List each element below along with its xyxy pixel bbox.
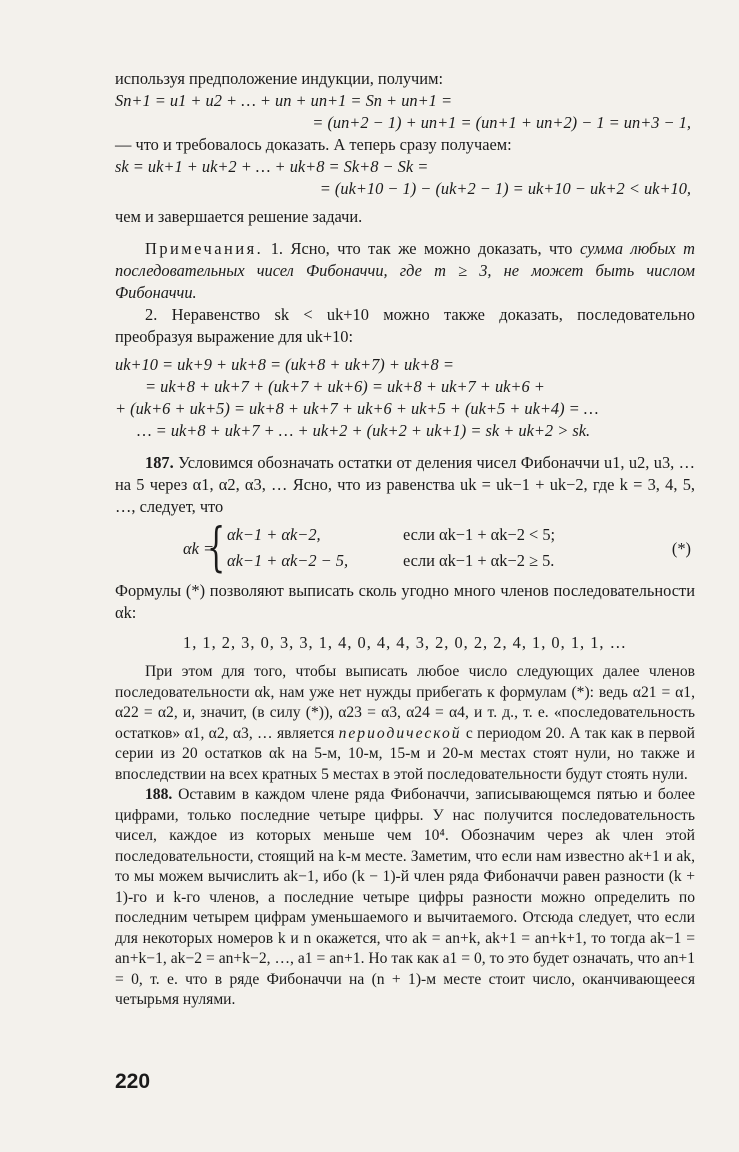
equation-3-line-2: = uk+8 + uk+7 + (uk+7 + uk+6) = uk+8 + uk+7 + uk+6 +: [145, 377, 545, 396]
period-spaced-word: периодической: [338, 724, 462, 742]
notes-heading: Примечания.: [145, 239, 264, 258]
intro-text: используя предположение индукции, получим:: [115, 69, 444, 88]
equation-1-line-2: = (un+2 − 1) + un+1 = (un+1 + un+2) − 1 = un+3 − 1,: [312, 113, 691, 132]
cases-formula: [115, 518, 695, 578]
page-number: 220: [115, 1070, 151, 1093]
formula-tag: (*): [671, 539, 691, 558]
problem-187: [115, 452, 695, 518]
period-paragraph: [115, 662, 695, 785]
left-brace: {: [207, 518, 226, 578]
period-text-b: с периодом 20. А так как в первой серии из 20 остатков αk на 5-м, 10-м, 15-м и 20-м местах стоят нули, но также и впоследствии на всех кратных 5 местах в этой последовательности будут стоять нули.: [115, 724, 696, 783]
case-1-expression: αk−1 + αk−2,: [227, 525, 321, 544]
case-1-condition: если αk−1 + αk−2 < 5;: [403, 525, 556, 544]
equation-3-line-1: uk+10 = uk+9 + uk+8 = (uk+8 + uk+7) + uk+8 =: [115, 355, 454, 374]
note-1: [115, 238, 695, 304]
period-text-a: При этом для того, чтобы выписать любое число следующих далее членов последовательности αk, нам уже нет нужды прибегать к формулам (*): ведь α21 = α1, α22 = α2, и, значит, (в силу (*)), α23 = α3, α24 = α4, и т. д., т. е. «последовательность остатков» α1, α2, α3, … является: [115, 663, 695, 742]
problem-188-number: 188.: [145, 786, 173, 803]
problem-187-number: 187.: [145, 453, 174, 472]
note-2: 2. Неравенство sk < uk+10 можно также доказать, последовательно преобразуя выражение для uk+10:: [115, 305, 695, 346]
page-content: [115, 68, 695, 1011]
formulas-text: Формулы (*) позволяют выписать сколь угодно много членов последовательности αk:: [115, 581, 695, 622]
problem-188: [115, 785, 695, 1011]
equation-2-line-2: = (uk+10 − 1) − (uk+2 − 1) = uk+10 − uk+2 < uk+10,: [319, 179, 691, 198]
case-2-expression: αk−1 + αk−2 − 5,: [227, 551, 349, 570]
solution-end-text: чем и завершается решение задачи.: [115, 207, 363, 226]
equation-3-line-4: … = uk+8 + uk+7 + … + uk+2 + (uk+2 + uk+1) = sk + uk+2 > sk.: [137, 421, 591, 440]
remainder-sequence: 1, 1, 2, 3, 0, 3, 3, 1, 4, 0, 4, 4, 3, 2, 0, 2, 2, 4, 1, 0, 1, 1, …: [183, 633, 627, 652]
proved-text: — что и требовалось доказать. А теперь сразу получаем:: [115, 135, 512, 154]
note-1-italic-text: сумма любых m последовательных чисел Фибоначчи, где m ≥ 3, не может быть числом Фибоначчи.: [115, 239, 695, 302]
equation-2-line-1: sk = uk+1 + uk+2 + … + uk+8 = Sk+8 − Sk =: [115, 157, 429, 176]
problem-188-text: Оставим в каждом члене ряда Фибоначчи, записывающемся пятью и более цифрами, только последние четыре цифры. У нас получится последовательность чисел, каждое из которых меньше чем 10⁴. Обозначим через ak член этой последовательности, стоящий на k-м месте. Заметим, что если нам известно ak+1 и ak, то мы можем вычислить ak−1, ибо (k − 1)-й член ряда Фибоначчи равен разности (k + 1)-го и k-го членов, а последние четыре цифры разности можно определить по последним четырем цифрам уменьшаемого и вычитаемого. Отсюда следует, что если для некоторых номеров k и n окажется, что ak = an+k, ak+1 = an+k+1, то тогда ak−1 = an+k−1, ak−2 = an+k−2, …, a1 = an+1. Но так как a1 = 0, то это будет означать, что an+1 = 0, т. е. что в ряде Фибоначчи на (n + 1)-м месте стоит число, оканчивающееся четырьмя нулями.: [115, 786, 695, 1008]
equation-1-line-1: Sn+1 = u1 + u2 + … + un + un+1 = Sn + un+1 =: [115, 91, 453, 110]
case-2-condition: если αk−1 + αk−2 ≥ 5.: [403, 551, 555, 570]
problem-187-text: Условимся обозначать остатки от деления чисел Фибоначчи u1, u2, u3, … на 5 через α1, α2, α3, … Ясно, что из равенства uk = uk−1 + uk−2, где k = 3, 4, 5, …, следует, что: [115, 453, 695, 516]
cases-lhs: αk =: [183, 539, 215, 558]
equation-3-line-3: + (uk+6 + uk+5) = uk+8 + uk+7 + uk+6 + uk+5 + (uk+5 + uk+4) = …: [115, 399, 599, 418]
note-1-text: 1. Ясно, что так же можно доказать, что: [270, 239, 573, 258]
